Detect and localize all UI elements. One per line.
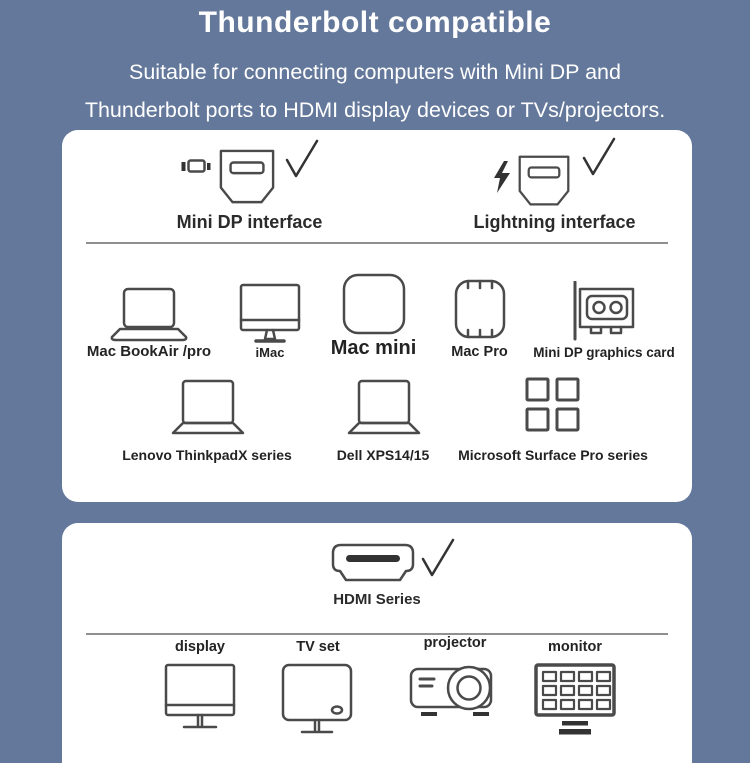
- checkmark-icon: [420, 537, 456, 579]
- mac-mini-icon: [342, 273, 406, 335]
- hero: [0, 0, 750, 123]
- device-graphics-card: [528, 270, 680, 360]
- hdmi-connector-icon: [331, 543, 415, 583]
- interface-label: HDMI Series: [333, 591, 421, 608]
- device-display: [145, 639, 255, 733]
- lightning-interface-item: [397, 130, 712, 233]
- divider: [86, 633, 668, 635]
- device-tv: [263, 639, 373, 737]
- device-monitor: [515, 639, 635, 737]
- tv-icon: [281, 663, 355, 737]
- checkmark-icon: [284, 138, 320, 180]
- device-mac-pro: [432, 270, 527, 360]
- device-label: Mac mini: [330, 337, 417, 359]
- checkmark-icon: [581, 136, 617, 178]
- device-label: monitor: [548, 639, 602, 655]
- device-label: Mini DP graphics card: [533, 345, 675, 360]
- output-compatibility-card: [62, 523, 692, 763]
- device-lenovo: [92, 373, 322, 463]
- hdmi-interface-item: [62, 543, 692, 608]
- device-label: Mac Pro: [451, 344, 508, 360]
- device-label: Dell XPS14/15: [336, 447, 430, 463]
- device-label: Mac BookAir /pro: [86, 343, 212, 360]
- mini-dp-logo-icon: [180, 157, 212, 175]
- device-mac-mini: [316, 270, 431, 360]
- device-label: TV set: [296, 639, 340, 655]
- lightning-connector-icon: [515, 154, 573, 208]
- laptop-icon: [164, 379, 250, 437]
- interface-label: Lightning interface: [473, 212, 636, 232]
- subtitle-line-1: Suitable for connecting computers with Mini DP and: [129, 60, 621, 84]
- windows-logo-icon: [525, 377, 581, 433]
- device-label: Lenovo ThinkpadX series: [122, 447, 292, 463]
- imac-icon: [239, 283, 301, 345]
- device-label: display: [175, 639, 225, 655]
- projector-icon: [409, 659, 501, 723]
- device-surface: [428, 373, 678, 463]
- mini-dp-interface-item: [92, 130, 407, 233]
- led-wall-icon: [534, 663, 616, 737]
- device-macbook: [74, 270, 224, 360]
- device-projector: [390, 635, 520, 723]
- interface-row: [62, 130, 692, 233]
- device-label: projector: [423, 635, 487, 651]
- display-icon: [163, 663, 237, 733]
- device-label: iMac: [255, 345, 285, 360]
- mac-pro-icon: [454, 278, 506, 340]
- interface-label: Mini DP interface: [176, 212, 323, 232]
- lightning-bolt-icon: [492, 160, 512, 194]
- device-label: Microsoft Surface Pro series: [458, 447, 648, 463]
- macbook-icon: [109, 287, 189, 343]
- graphics-card-icon: [571, 281, 637, 343]
- divider: [86, 242, 668, 244]
- mini-dp-connector-icon: [216, 148, 278, 206]
- page-title: Thunderbolt compatible: [198, 6, 552, 39]
- input-compatibility-card: [62, 130, 692, 502]
- laptop-icon: [340, 379, 426, 437]
- device-imac: [225, 270, 315, 360]
- devices-row-1: [74, 270, 680, 360]
- subtitle-line-2: Thunderbolt ports to HDMI display devices or TVs/projectors.: [84, 98, 666, 122]
